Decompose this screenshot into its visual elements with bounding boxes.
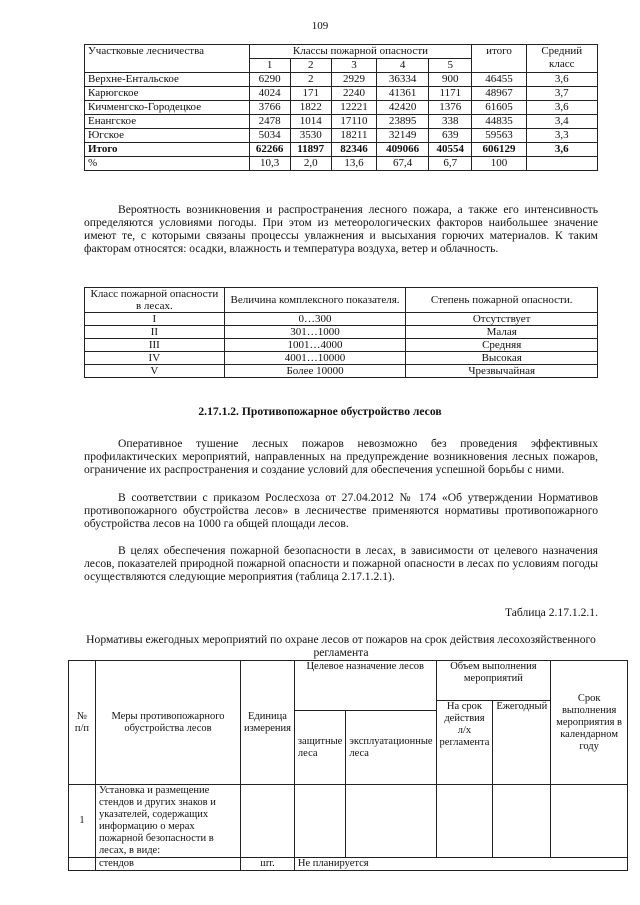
district-name: Верхне-Ентальское — [85, 73, 250, 87]
percent-row — [85, 157, 598, 171]
cell: 4001…10000 — [224, 352, 406, 365]
header-volume: Объем выполнения мероприятий — [436, 661, 551, 701]
table-caption: Нормативы ежегодных мероприятий по охране лесов от пожаров на срок действия лесохозяйственного регламента — [86, 633, 596, 659]
cell: 42420 — [377, 101, 429, 115]
table-row — [85, 352, 598, 365]
header-annual: Ежегодный — [493, 701, 551, 785]
cell: 18211 — [331, 129, 376, 143]
total-row — [85, 143, 598, 157]
cell: 1001…4000 — [224, 339, 406, 352]
header-danger-degree: Степень пожарной опасности. — [406, 288, 598, 313]
cell: Чрезвычайная — [406, 365, 598, 378]
cell: 6290 — [249, 73, 290, 87]
paragraph-weather: Вероятность возникновения и распространения лесного пожара, а также его интенсивность определяются условиями погоды. При этом из метеорологических факторов наибольшее значение имеют те, с которыми связаны процессы увлажнения и высыхания горючих материалов. К таким факторам относятся: осадки, влажность и температура воздуха, ветер и облачность. — [84, 203, 598, 255]
cell: 639 — [429, 129, 472, 143]
cell-average: 3,7 — [526, 87, 597, 101]
cell: 36334 — [377, 73, 429, 87]
cell: 23895 — [377, 115, 429, 129]
cell: III — [85, 339, 225, 352]
header-deadline: Срок выполнения мероприятия в календарном году — [551, 661, 628, 785]
table-row — [69, 858, 628, 871]
table-row — [85, 313, 598, 326]
cell-total: 46455 — [472, 73, 526, 87]
district-name: Югское — [85, 129, 250, 143]
cell: 2929 — [331, 73, 376, 87]
cell: 3766 — [249, 101, 290, 115]
header-class-3: 3 — [331, 59, 376, 73]
header-purpose: Целевое назначение лесов — [294, 661, 436, 711]
header-district: Участковые лесничества — [85, 45, 250, 73]
header-class-5: 5 — [429, 59, 472, 73]
cell: 5034 — [249, 129, 290, 143]
header-exploitation: эксплуатационные леса — [346, 711, 436, 785]
total-label: Итого — [85, 143, 250, 157]
cell: IV — [85, 352, 225, 365]
table-label: Таблица 2.17.1.2.1. — [504, 606, 598, 619]
table-row — [85, 129, 598, 143]
cell: 171 — [290, 87, 331, 101]
cell: 41361 — [377, 87, 429, 101]
header-measures: Меры противопожарного обустройства лесов — [95, 661, 240, 785]
cell: V — [85, 365, 225, 378]
cell: Отсутствует — [406, 313, 598, 326]
cell: Более 10000 — [224, 365, 406, 378]
cell-average: 3,6 — [526, 143, 597, 157]
row-for-term — [436, 785, 493, 858]
cell-average — [526, 157, 597, 171]
cell: 338 — [429, 115, 472, 129]
header-total: итого — [472, 45, 526, 73]
cell: II — [85, 326, 225, 339]
cell-total: 606129 — [472, 143, 526, 157]
cell: 32149 — [377, 129, 429, 143]
header-for-term: На срок действия л/х регламента — [436, 701, 493, 785]
cell: 409066 — [377, 143, 429, 157]
table-row — [69, 785, 628, 858]
paragraph-order: В соответствии с приказом Рослесхоза от 27.04.2012 № 174 «Об утверждении Нормативов противопожарного обустройства лесов» в лесничестве применяются нормативы противопожарного обустройства лесов на 1000 га общей площади лесов. — [84, 491, 598, 530]
cell-total: 48967 — [472, 87, 526, 101]
table-row — [85, 73, 598, 87]
row-unit: шт. — [241, 858, 295, 871]
page-number: 109 — [311, 20, 329, 32]
header-class-4: 4 — [377, 59, 429, 73]
cell: Высокая — [406, 352, 598, 365]
cell: 1171 — [429, 87, 472, 101]
header-index-value: Величина комплексного показателя. — [224, 288, 406, 313]
cell: 900 — [429, 73, 472, 87]
header-average: Средний класс — [526, 45, 597, 73]
cell: 2478 — [249, 115, 290, 129]
cell: Средняя — [406, 339, 598, 352]
cell: 2,0 — [290, 157, 331, 171]
table-row — [85, 339, 598, 352]
paragraph-prevention: Оперативное тушение лесных пожаров невозможно без проведения эффективных профилактических мероприятий, направленных на предупреждение возникновения лесных пожаров, ограничение их распространения и создание условий для обеспечения успешной борьбы с ними. — [84, 437, 598, 476]
cell: 1376 — [429, 101, 472, 115]
fire-danger-scale-table — [84, 287, 598, 378]
row-exploitation — [346, 785, 436, 858]
cell-average: 3,3 — [526, 129, 597, 143]
cell: 0…300 — [224, 313, 406, 326]
header-protective: защитные леса — [294, 711, 345, 785]
table-row — [85, 101, 598, 115]
cell-total: 59563 — [472, 129, 526, 143]
cell: 40554 — [429, 143, 472, 157]
district-name: Енангское — [85, 115, 250, 129]
table-row — [85, 365, 598, 378]
fire-class-by-district-table — [84, 44, 598, 171]
header-class-1: 1 — [249, 59, 290, 73]
cell-total: 100 — [472, 157, 526, 171]
cell: 82346 — [331, 143, 376, 157]
cell-total: 61605 — [472, 101, 526, 115]
cell: 3530 — [290, 129, 331, 143]
cell: 6,7 — [429, 157, 472, 171]
header-classes: Классы пожарной опасности — [249, 45, 472, 59]
cell: 10,3 — [249, 157, 290, 171]
cell: 1014 — [290, 115, 331, 129]
cell: 11897 — [290, 143, 331, 157]
cell-average: 3,6 — [526, 73, 597, 87]
table-row — [85, 115, 598, 129]
header-fire-class: Класс пожарной опасности в лесах. — [85, 288, 225, 313]
row-num — [69, 858, 96, 871]
cell: 301…1000 — [224, 326, 406, 339]
cell: 12221 — [331, 101, 376, 115]
table-row — [85, 87, 598, 101]
paragraph-measures: В целях обеспечения пожарной безопасности в лесах, в зависимости от целевого назначения лесов, показателей природной пожарной опасности и пожарной опасности в лесах по условиям погоды осуществляются следующие мероприятия (таблица 2.17.1.2.1). — [84, 544, 598, 583]
fire-measures-norms-table — [68, 660, 628, 871]
cell: 17110 — [331, 115, 376, 129]
row-measure: стендов — [95, 858, 240, 871]
cell-average: 3,4 — [526, 115, 597, 129]
row-protective — [294, 785, 345, 858]
row-note: Не планируется — [294, 858, 627, 871]
cell: 67,4 — [377, 157, 429, 171]
cell: 13,6 — [331, 157, 376, 171]
header-num: № п/п — [69, 661, 96, 785]
cell: I — [85, 313, 225, 326]
row-annual — [493, 785, 551, 858]
cell: 4024 — [249, 87, 290, 101]
district-name: Кичменгско-Городецкое — [85, 101, 250, 115]
row-num: 1 — [69, 785, 96, 858]
cell: 1822 — [290, 101, 331, 115]
cell: 62266 — [249, 143, 290, 157]
cell: Малая — [406, 326, 598, 339]
cell: 2 — [290, 73, 331, 87]
row-unit — [241, 785, 295, 858]
row-measure: Установка и размещение стендов и других знаков и указателей, содержащих информацию о мерах пожарной безопасности в лесах, в виде: — [95, 785, 240, 858]
cell-total: 44835 — [472, 115, 526, 129]
header-class-2: 2 — [290, 59, 331, 73]
header-unit: Единица измерения — [241, 661, 295, 785]
district-name: Карюгское — [85, 87, 250, 101]
table-row — [85, 326, 598, 339]
section-heading: 2.17.1.2. Противопожарное обустройство лесов — [198, 405, 442, 418]
cell-average: 3,6 — [526, 101, 597, 115]
row-deadline — [551, 785, 628, 858]
percent-label: % — [85, 157, 250, 171]
cell: 2240 — [331, 87, 376, 101]
